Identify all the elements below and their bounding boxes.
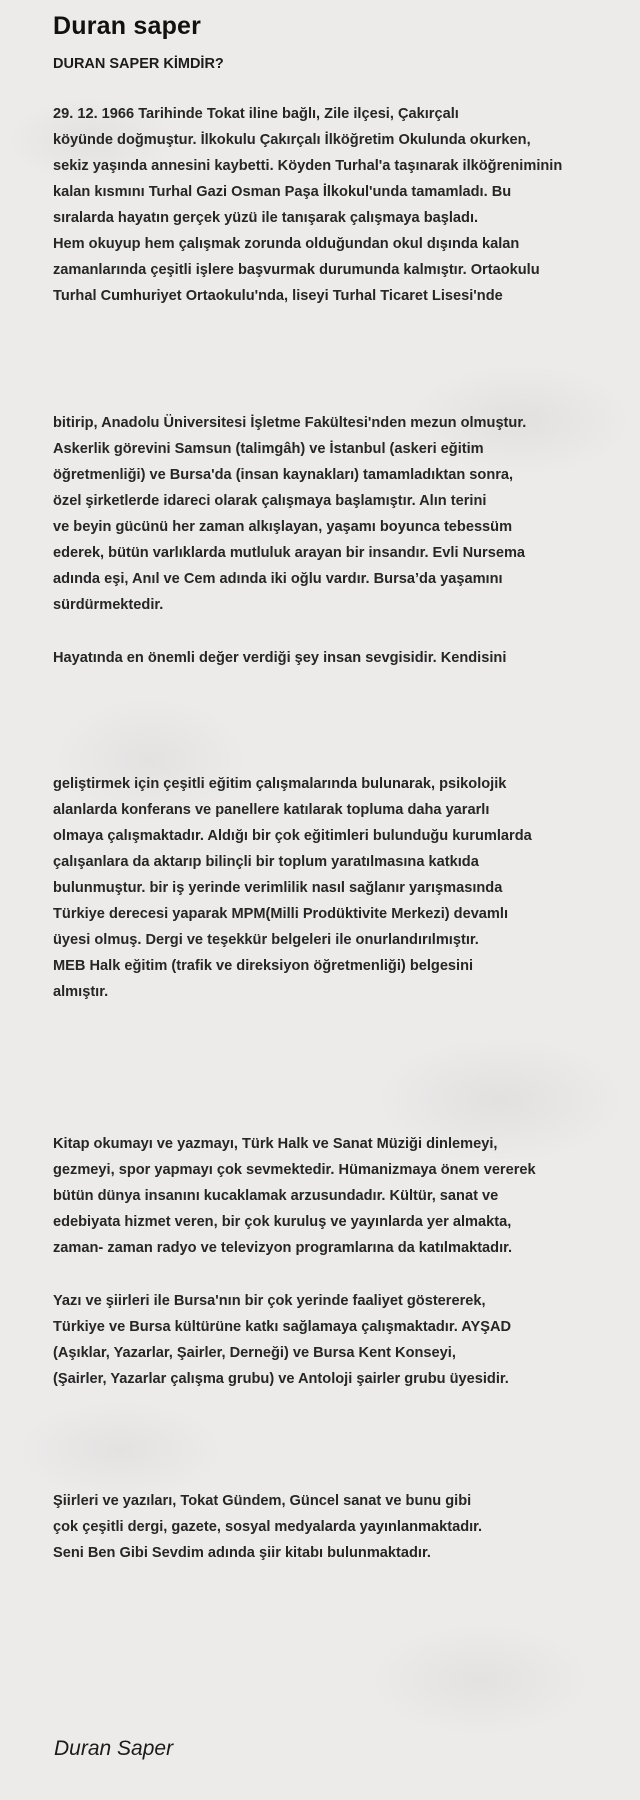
biography-paragraph-1: 29. 12. 1966 Tarihinde Tokat iline bağlı, Zile ilçesi, Çakırçalı köyünde doğmuştur. İlkokulu Çakırçalı İlköğretim Okulunda okurken, sekiz yaşında annesini kaybetti. Köyden Turhal'a taşınarak ilköğreniminin kalan kısmını Turhal Gazi Osman Paşa İlkokul'unda tamamladı. Bu sıralarda hayatın gerçek yüzü ile tanışarak çalışmaya başladı. Hem okuyup hem çalışmak zorunda olduğundan okul dışında kalan zamanlarında çeşitli işlere başvurmak durumunda kalmıştır. Ortaokulu Turhal Cumhuriyet Ortaokulu'nda, liseyi Turhal Ticaret Lisesi'nde [53, 106, 563, 304]
biography-paragraph-6: Yazı ve şiirleri ile Bursa'nın bir çok yerinde faaliyet göstererek, Türkiye ve Bursa kültürüne katkı sağlamaya çalışmaktadır. AYŞAD (Aşıklar, Yazarlar, Şairler, Derneği) ve Bursa Kent Konseyi, (Şairler, Yazarlar çalışma grubu) ve Antoloji şairler grubu üyesidir. [53, 1293, 512, 1387]
page-title: Duran saper [53, 12, 202, 40]
section-heading: DURAN SAPER KİMDİR? [53, 56, 224, 72]
author-signature: Duran Saper [54, 1737, 174, 1760]
biography-paragraph-7: Şiirleri ve yazıları, Tokat Gündem, Güncel sanat ve bunu gibi çok çeşitli dergi, gazete, sosyal medyalarda yayınlanmaktadır. Seni Ben Gibi Sevdim adında şiir kitabı bulunmaktadır. [53, 1493, 483, 1561]
biography-paragraph-4: geliştirmek için çeşitli eğitim çalışmalarında bulunarak, psikolojik alanlarda konferans ve panellere katılarak topluma daha yararlı olmaya çalışmaktadır. Aldığı bir çok eğitimleri bulunduğu kurumlarda çalışanlara da aktarıp bilinçli bir toplum yaratılmasına katkıda bulunmuştur. bir iş yerinde verimlilik nasıl sağlanır yarışmasında Türkiye derecesi yaparak MPM(Milli Prodüktivite Merkezi) devamlı üyesi olmuş. Dergi ve teşekkür belgeleri ile onurlandırılmıştır. MEB Halk eğitim (trafik ve direksiyon öğretmenliği) belgesini almıştır. [53, 776, 532, 1000]
biography-paragraph-5: Kitap okumayı ve yazmayı, Türk Halk ve Sanat Müziği dinlemeyi, gezmeyi, spor yapmayı çok sevmektedir. Hümanizmaya önem vererek bütün dünya insanını kucaklamak arzusundadır. Kültür, sanat ve edebiyata hizmet veren, bir çok kuruluş ve yayınlarda yer almakta, zaman- zaman radyo ve televizyon programlarına da katılmaktadır. [53, 1136, 536, 1256]
biography-paragraph-2: bitirip, Anadolu Üniversitesi İşletme Fakültesi'nden mezun olmuştur. Askerlik görevini Samsun (talimgâh) ve İstanbul (askeri eğitim öğretmenliği) ve Bursa'da (insan kaynakları) tamamladıktan sonra, özel şirketlerde idareci olarak çalışmaya başlamıştır. Alın terini ve beyin gücünü her zaman alkışlayan, yaşamı boyunca tebessüm ederek, bütün varlıklarda mutluluk arayan bir insandır. Evli Nursema adında eşi, Anıl ve Cem adında iki oğlu vardır. Bursa’da yaşamını sürdürmektedir. [53, 415, 527, 613]
biography-paragraph-3: Hayatında en önemli değer verdiği şey insan sevgisidir. Kendisini [53, 650, 507, 666]
